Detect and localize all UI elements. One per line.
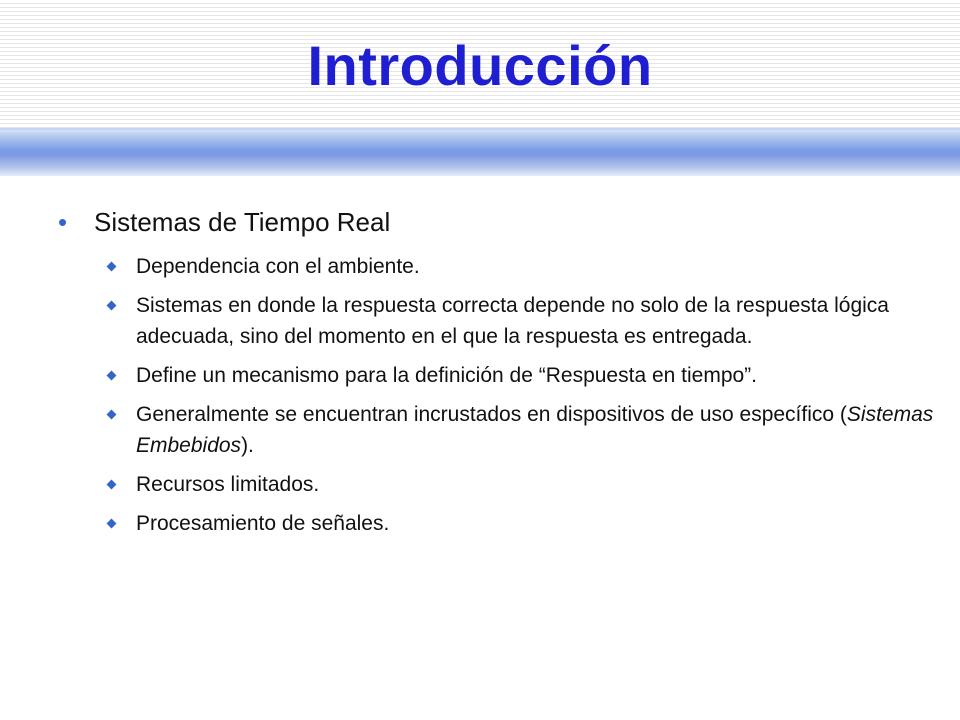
diamond-bullet-icon bbox=[107, 301, 117, 311]
list-item-text-start: Generalmente se encuentran incrustados en dispositivos de uso específico ( bbox=[136, 403, 847, 426]
round-bullet-icon: • bbox=[58, 207, 68, 237]
diamond-bullet-icon bbox=[107, 371, 117, 381]
list-item bbox=[58, 508, 938, 539]
list-item bbox=[58, 469, 938, 500]
title-divider-line bbox=[0, 128, 960, 130]
diamond-bullet-icon bbox=[107, 410, 117, 420]
list-item-text-end: ). bbox=[241, 434, 254, 457]
list-item-text bbox=[136, 403, 933, 457]
list-item bbox=[58, 399, 938, 461]
bullet-list bbox=[58, 251, 938, 539]
list-item-text: Sistemas en donde la respuesta correcta depende no solo de la respuesta lógica adecuada, sino del momento en el que la respuesta es entregada. bbox=[136, 294, 889, 348]
section-heading: Sistemas de Tiempo Real bbox=[94, 207, 391, 237]
list-item bbox=[58, 290, 938, 352]
list-item-text: Recursos limitados. bbox=[136, 473, 320, 496]
slide-body bbox=[58, 205, 938, 547]
diamond-bullet-icon bbox=[107, 262, 117, 272]
list-item bbox=[58, 251, 938, 282]
title-underline-band bbox=[0, 128, 960, 176]
diamond-bullet-icon bbox=[107, 480, 117, 490]
slide-title: Introducción bbox=[307, 34, 653, 97]
list-item-text-italic: Sistemas Embebidos bbox=[136, 403, 934, 457]
bullet-level1 bbox=[58, 205, 938, 239]
diamond-bullet-icon bbox=[107, 519, 117, 529]
list-item bbox=[58, 360, 938, 391]
list-item-text: Dependencia con el ambiente. bbox=[136, 255, 420, 278]
list-item-text: Define un mecanismo para la definición de “Respuesta en tiempo”. bbox=[136, 364, 758, 387]
list-item-text: Procesamiento de señales. bbox=[136, 512, 390, 535]
